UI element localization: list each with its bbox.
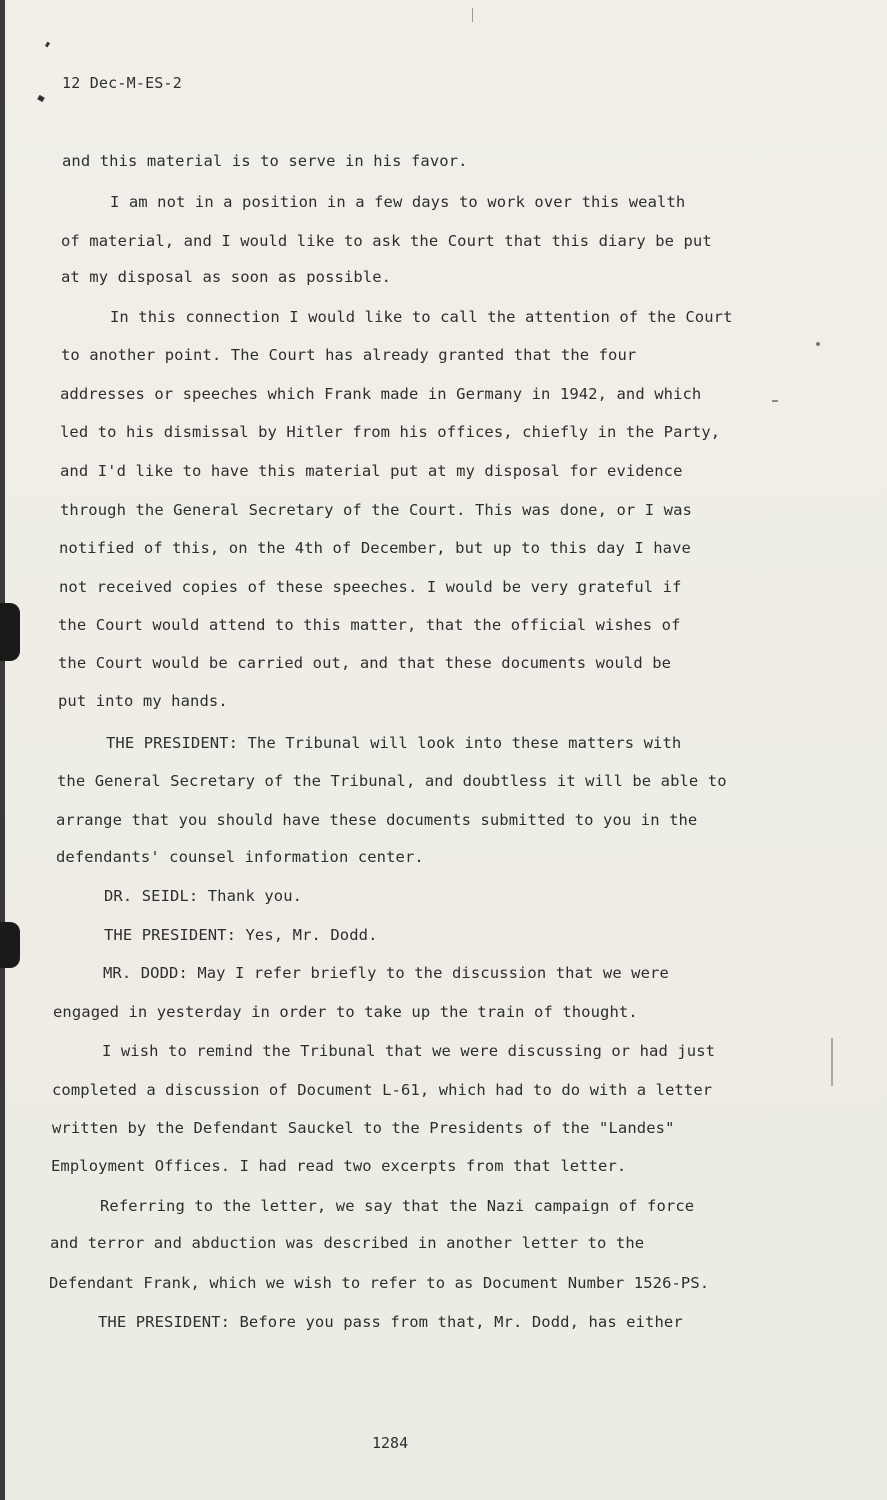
- paper-mark: [45, 42, 50, 48]
- paper-mark: [37, 95, 45, 102]
- text-line: addresses or speeches which Frank made in Germany in 1942, and which: [60, 385, 702, 403]
- binding-hole: [0, 603, 20, 661]
- paper-mark: [816, 342, 820, 346]
- paper-mark: [831, 1038, 833, 1086]
- text-line: defendants' counsel information center.: [56, 848, 424, 866]
- text-line: Referring to the letter, we say that the Nazi campaign of force: [100, 1197, 695, 1215]
- text-line: THE PRESIDENT: The Tribunal will look into these matters with: [106, 734, 682, 752]
- text-line: the Court would attend to this matter, that the official wishes of: [58, 616, 681, 634]
- paper-mark: [472, 8, 473, 22]
- text-line: I am not in a position in a few days to work over this wealth: [110, 193, 686, 211]
- text-line: DR. SEIDL: Thank you.: [104, 887, 303, 905]
- binding-hole: [0, 922, 20, 968]
- text-line: THE PRESIDENT: Before you pass from that, Mr. Dodd, has either: [98, 1313, 683, 1331]
- text-line: of material, and I would like to ask the Court that this diary be put: [61, 232, 712, 250]
- text-line: and this material is to serve in his favor.: [62, 152, 468, 170]
- text-line: written by the Defendant Sauckel to the Presidents of the "Landes": [52, 1119, 675, 1137]
- text-line: THE PRESIDENT: Yes, Mr. Dodd.: [104, 926, 378, 944]
- text-line: completed a discussion of Document L-61, which had to do with a letter: [52, 1081, 713, 1099]
- page-number: 1284: [372, 1434, 409, 1452]
- paper-mark: [772, 400, 778, 402]
- document-reference: 12 Dec-M-ES-2: [62, 74, 182, 92]
- text-line: MR. DODD: May I refer briefly to the discussion that we were: [103, 964, 669, 982]
- text-line: and I'd like to have this material put at my disposal for evidence: [60, 462, 683, 480]
- text-line: and terror and abduction was described in another letter to the: [50, 1234, 645, 1252]
- text-line: led to his dismissal by Hitler from his offices, chiefly in the Party,: [60, 423, 721, 441]
- text-line: put into my hands.: [58, 692, 228, 710]
- page-left-edge: [0, 0, 5, 1500]
- text-line: at my disposal as soon as possible.: [61, 268, 392, 286]
- text-line: the General Secretary of the Tribunal, and doubtless it will be able to: [57, 772, 727, 790]
- text-line: to another point. The Court has already granted that the four: [61, 346, 637, 364]
- text-line: In this connection I would like to call the attention of the Court: [110, 308, 733, 326]
- text-line: Employment Offices. I had read two excerpts from that letter.: [51, 1157, 627, 1175]
- text-line: through the General Secretary of the Court. This was done, or I was: [60, 501, 692, 519]
- text-line: notified of this, on the 4th of December, but up to this day I have: [59, 539, 691, 557]
- text-line: engaged in yesterday in order to take up the train of thought.: [53, 1003, 638, 1021]
- text-line: arrange that you should have these documents submitted to you in the: [56, 811, 698, 829]
- text-line: not received copies of these speeches. I would be very grateful if: [59, 578, 682, 596]
- text-line: the Court would be carried out, and that these documents would be: [58, 654, 672, 672]
- text-line: I wish to remind the Tribunal that we were discussing or had just: [102, 1042, 716, 1060]
- text-line: Defendant Frank, which we wish to refer to as Document Number 1526-PS.: [49, 1274, 710, 1292]
